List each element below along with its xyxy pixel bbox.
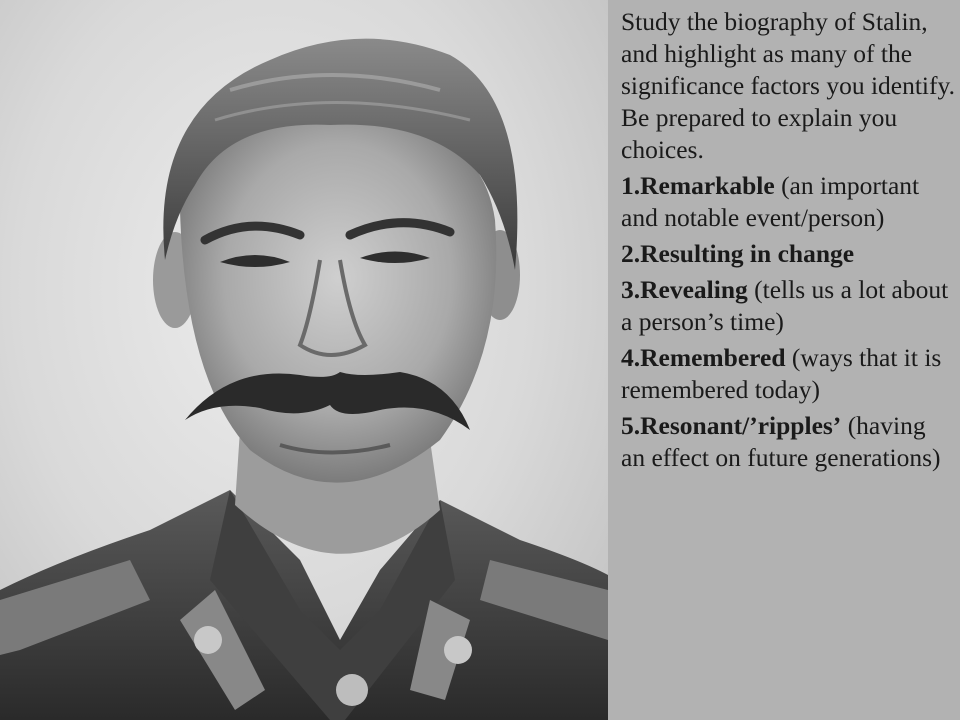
instructions-text: Study the biography of Stalin, and highlight as many of the significance factors you identify. Be prepared to explain you choices. — [621, 7, 955, 164]
factor-term: 2.Resulting in change — [621, 239, 855, 268]
face — [180, 110, 496, 483]
factor-term: 3.Revealing — [621, 275, 748, 304]
factor-item — [621, 170, 956, 234]
factor-term: 1.Remarkable — [621, 171, 775, 200]
factor-description: (having an effect on future generations) — [621, 411, 941, 472]
factor-description: (ways that it is remembered today) — [621, 343, 942, 404]
tunic-button — [336, 674, 368, 706]
factor-item — [621, 342, 956, 406]
factor-description: (tells us a lot about a person’s time) — [621, 275, 949, 336]
collar-button-left — [194, 626, 222, 654]
factor-description: (an important and notable event/person) — [621, 171, 920, 232]
factor-term: 4.Remembered — [621, 343, 786, 372]
factor-term: 5.Resonant/’ripples’ — [621, 411, 842, 440]
text-panel — [608, 0, 960, 720]
collar-button-right — [444, 636, 472, 664]
factor-item — [621, 410, 956, 474]
factor-item — [621, 238, 956, 270]
factor-item — [621, 274, 956, 338]
